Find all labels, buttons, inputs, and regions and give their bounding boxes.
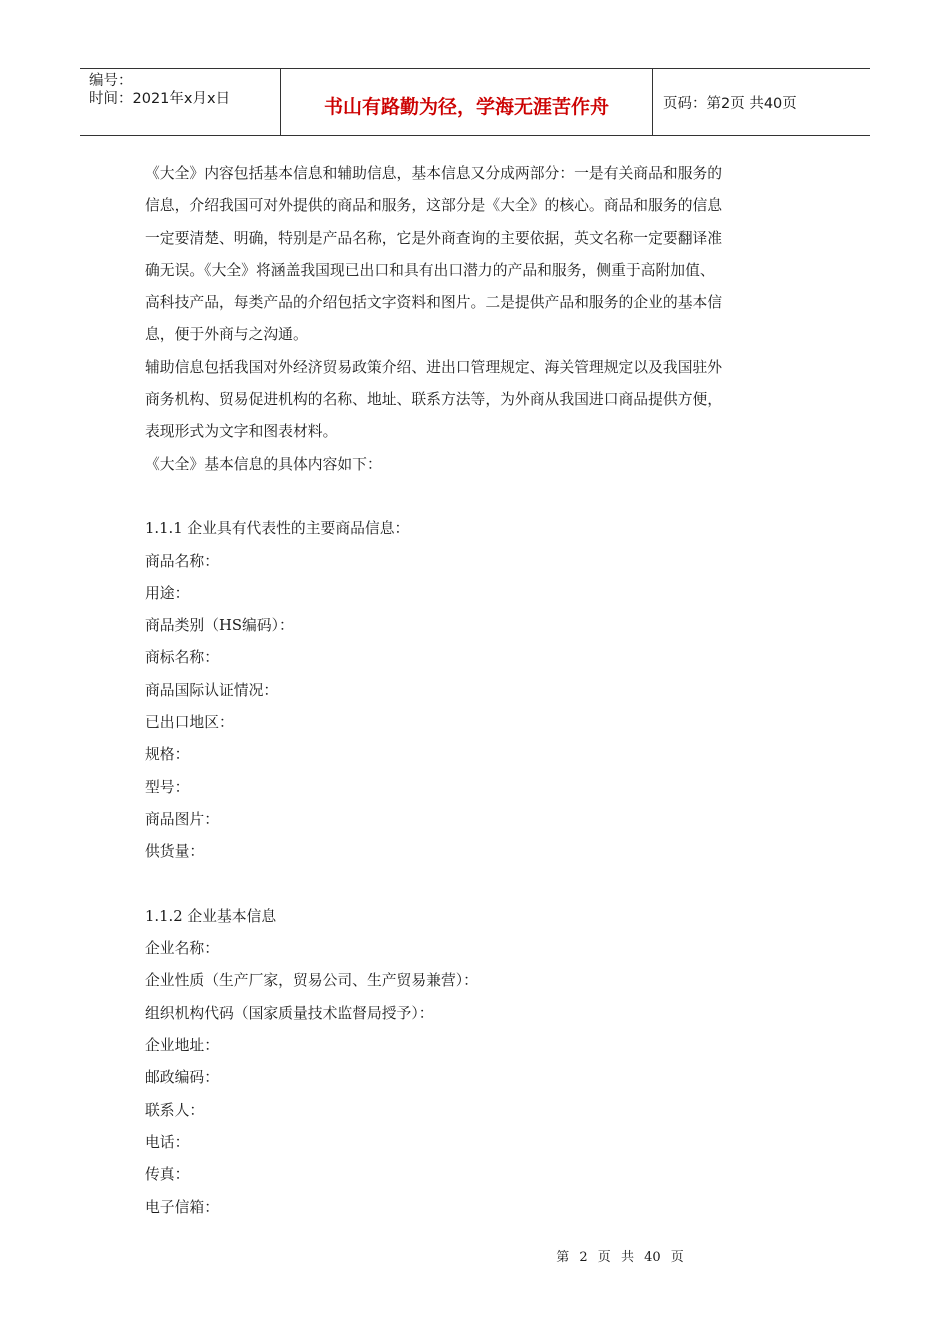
footer-text: 页 bbox=[670, 1250, 684, 1265]
page-footer bbox=[0, 1246, 950, 1265]
intro-line: 高科技产品，每类产品的介绍包括文字资料和图片。二是提供产品和服务的企业的基本信 bbox=[145, 294, 723, 312]
field-label: 邮政编码： bbox=[145, 1069, 219, 1087]
field-label: 已出口地区： bbox=[145, 714, 234, 732]
intro-line: 辅助信息包括我国对外经济贸易政策介绍、进出口管理规定、海关管理规定以及我国驻外 bbox=[145, 358, 723, 376]
document-body bbox=[145, 158, 805, 1224]
field-label: 企业性质（生产厂家，贸易公司、生产贸易兼营）： bbox=[145, 972, 478, 990]
field-label: 规格： bbox=[145, 746, 190, 764]
field-label: 供货量： bbox=[145, 843, 205, 861]
field-label: 型号： bbox=[145, 778, 190, 796]
field-label: 商品类别（HS编码）： bbox=[145, 617, 294, 635]
footer-text: 页 bbox=[597, 1250, 611, 1265]
field-label: 企业名称： bbox=[145, 940, 219, 958]
intro-line: 信息，介绍我国可对外提供的商品和服务，这部分是《大全》的核心。商品和服务的信息 bbox=[145, 197, 723, 215]
field-label: 企业地址： bbox=[145, 1037, 219, 1055]
intro-line: 一定要清楚、明确，特别是产品名称，它是外商查询的主要依据，英文名称一定要翻译准 bbox=[145, 229, 723, 247]
field-label: 用途： bbox=[145, 584, 190, 602]
footer-text: 第 bbox=[556, 1250, 570, 1265]
page-header bbox=[80, 68, 870, 136]
field-label: 电子信箱： bbox=[145, 1198, 219, 1216]
intro-line: 息，便于外商与之沟通。 bbox=[145, 326, 308, 344]
time-label: 时间：2021年x月x日 bbox=[89, 91, 231, 107]
spacer bbox=[145, 869, 805, 901]
field-label: 商品图片： bbox=[145, 810, 219, 828]
field-label: 传真： bbox=[145, 1166, 190, 1184]
footer-total-pages: 40 bbox=[644, 1250, 661, 1265]
footer-text: 共 bbox=[620, 1250, 634, 1265]
header-meta bbox=[80, 69, 281, 135]
header-motto: 书山有路勤为径，学海无涯苦作舟 bbox=[281, 69, 653, 135]
field-label: 商标名称： bbox=[145, 649, 219, 667]
section-heading: 1.1.2 企业基本信息 bbox=[145, 907, 277, 925]
field-label: 联系人： bbox=[145, 1101, 205, 1119]
intro-line: 表现形式为文字和图表材料。 bbox=[145, 423, 338, 441]
field-label: 电话： bbox=[145, 1133, 190, 1151]
intro-line: 确无误。《大全》将涵盖我国现已出口和具有出口潜力的产品和服务，侧重于高附加值、 bbox=[145, 261, 715, 279]
intro-line: 商务机构、贸易促进机构的名称、地址、联系方法等，为外商从我国进口商品提供方便， bbox=[145, 391, 723, 409]
field-label: 商品国际认证情况： bbox=[145, 681, 279, 699]
number-label: 编号： bbox=[89, 73, 133, 89]
section-heading: 1.1.1 企业具有代表性的主要商品信息： bbox=[145, 520, 410, 538]
footer-page-number: 2 bbox=[579, 1250, 588, 1265]
field-label: 商品名称： bbox=[145, 552, 219, 570]
intro-line: 《大全》基本信息的具体内容如下： bbox=[145, 455, 382, 473]
spacer bbox=[145, 481, 805, 513]
header-page-info: 页码：第2页 共40页 bbox=[663, 95, 797, 112]
intro-line: 《大全》内容包括基本信息和辅助信息，基本信息又分成两部分：一是有关商品和服务的 bbox=[145, 165, 723, 182]
field-label: 组织机构代码（国家质量技术监督局授予）： bbox=[145, 1004, 434, 1022]
